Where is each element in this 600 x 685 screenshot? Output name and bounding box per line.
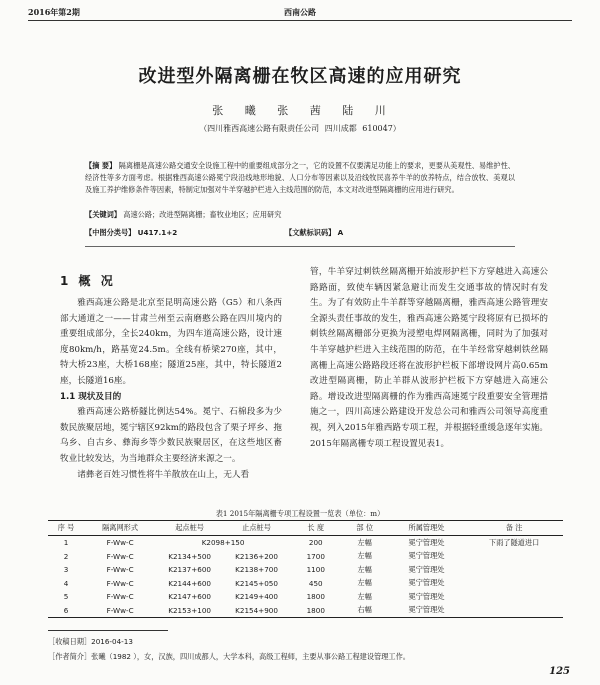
section-heading: 1 概 况 — [60, 274, 116, 288]
table-row — [48, 590, 563, 604]
paper-title: 改进型外隔离栅在牧区高速的应用研究 — [138, 66, 462, 87]
table-cell: F-Ww-C — [84, 604, 156, 618]
table-caption: 表1 2015年隔离栅专项工程设置一览表（单位：m） — [215, 509, 385, 518]
table-cell: 4 — [63, 578, 69, 588]
paragraph: 雅西高速公路是北京至昆明高速公路（G5）和八条西部大通道之一——甘肃兰州至云南磨憨公路在四川境内的重要组成部分，全长240km，为四车道高速公路，设计速度80km/h，路基宽24.5m。全线有桥梁270座，其中，特大桥23座，大桥168座；隧道25座，其中，特长隧道2座，长隧道16座。 — [60, 298, 282, 386]
abstract — [85, 160, 515, 196]
table-cell: K2136+200 — [235, 551, 278, 561]
doc-code-value: A — [337, 228, 344, 237]
table-cell: 200 — [308, 538, 323, 548]
data-table — [48, 520, 563, 618]
table-cell — [465, 590, 563, 604]
paragraph: 管，牛羊穿过刺铁丝隔离栅开始波形护栏下方穿越进入高速公路路面，致使车辆因紧急避让而发生交通事故的情况时有发生。为了有效防止牛羊群等穿越隔离栅，雅西高速公路管理安全源头责任事故的发生，雅西高速公路冕宁段将原有已损坏的刺铁丝隔离栅部分更换为浸塑电焊网隔离栅，同时为了加强对牛羊穿越护栏进入主线范围的防范，在牛羊经常穿越刺铁丝隔离栅上高速公路路段还将在波形护栏板下部增设网片高0.65m改进型隔离栅，防止羊群从波形护栏板下方穿越进入高速公路。增设改进型隔离栅的作为雅西高速冕宁段重要安全管理措施之一，四川高速公路建设开发总公司和雅西公司领导高度重视，列入2015年雅西路专项工程，并根据轻重缓急逐年实施。2015年隔离栅专项工程设置见表1。 — [310, 267, 548, 449]
table-cell: 冕宁管理处 — [408, 537, 445, 547]
column-header: 长 度 — [290, 521, 342, 536]
table-cell: 下雨了隧道进口 — [488, 537, 540, 547]
table-cell: 左幅 — [357, 564, 372, 574]
issue-label: 2016年第2期 — [28, 7, 80, 17]
table-cell: 左幅 — [357, 551, 372, 561]
table-cell — [465, 577, 563, 591]
table-cell: K2154+900 — [223, 604, 290, 618]
classification — [85, 228, 515, 238]
table-cell: K2144+600 — [168, 578, 211, 588]
table-row — [48, 604, 563, 618]
column-header: 起点桩号 — [156, 521, 223, 536]
table-cell: 冕宁管理处 — [388, 604, 465, 618]
column-header: 止点桩号 — [223, 521, 290, 536]
table-cell: K2138+700 — [235, 565, 278, 575]
table-cell: 1800 — [306, 592, 325, 602]
table-cell: 左幅 — [357, 537, 372, 547]
table-cell: K2149+400 — [235, 592, 278, 602]
abstract-label: 【摘 要】 — [85, 161, 117, 170]
column-header: 隔离网形式 — [84, 521, 156, 536]
table-cell: 冕宁管理处 — [408, 578, 445, 588]
table-cell — [465, 563, 563, 577]
table-cell: 450 — [308, 578, 323, 588]
table-cell: K2134+500 — [168, 551, 211, 561]
table-cell: K2147+600 — [168, 592, 211, 602]
table-cell: F-Ww-C — [106, 578, 134, 588]
table-cell: 冕宁管理处 — [408, 551, 445, 561]
table-cell: F-Ww-C — [106, 592, 134, 602]
footnote-author: ［作者简介］张曦（1982 ），女，汉族，四川成都人，大学本科，高级工程师，主要从事公路工程建设管理工作。 — [48, 652, 410, 661]
table-cell: K2145+050 — [235, 578, 278, 588]
column-header: 备 注 — [465, 521, 563, 536]
table-cell: 3 — [63, 565, 69, 575]
doc-code-label: 【文献标识码】 — [285, 228, 336, 237]
table-header-row — [48, 521, 563, 536]
subsection-heading: 1.1 现状及目的 — [60, 391, 122, 402]
header-rule — [28, 20, 572, 21]
table-cell: K2098+150 — [201, 538, 245, 548]
journal-name: 西南公路 — [284, 7, 316, 17]
table-cell — [465, 550, 563, 564]
left-column — [60, 296, 282, 483]
affiliation: （四川雅西高速公路有限责任公司 四川成都 610047） — [199, 124, 401, 133]
paragraph: 诸彝老百姓习惯性将牛羊散放在山上，无人看 — [77, 469, 250, 480]
table-cell: K2137+600 — [168, 565, 211, 575]
table-cell: F-Ww-C — [106, 538, 134, 548]
table-cell: 右幅 — [342, 604, 388, 618]
footnote-rule — [48, 630, 168, 631]
table-cell: 6 — [48, 604, 84, 618]
keywords-text: 高速公路；改进型隔离栅；畜牧业地区；应用研究 — [123, 210, 282, 219]
paragraph: 雅西高速公路桥隧比例达54%。冕宁、石棉段多为少数民族聚居地，冕宁辖区92km的路段包含了栗子坪乡、拖乌乡、自古乡、彝海乡等少数民族聚居区，在这些地区畜牧业比较发达，为当地群众主要经济来源之一。 — [60, 407, 282, 464]
right-column — [310, 265, 548, 452]
table-cell — [465, 604, 563, 618]
column-header: 序 号 — [48, 521, 84, 536]
running-header — [28, 5, 572, 19]
table-cell: 5 — [63, 592, 69, 602]
page-number: 125 — [549, 666, 570, 677]
clc-value: U417.1+2 — [137, 228, 178, 237]
column-header: 部 位 — [342, 521, 388, 536]
authors: 张 曦 张 茜 陆 川 — [212, 104, 388, 117]
table-cell: 1 — [63, 538, 69, 548]
abstract-rule — [85, 246, 515, 247]
abstract-text: 隔离栅是高速公路交通安全设施工程中的重要组成部分之一，它的设置不仅要满足功能上的要求，更要从美观性、易维护性、经济性等多方面考虑。根据雅西高速公路冕宁段沿线地形地貌、人口分布等因素以及沿线牧民喜养牛羊的放养特点，结合放牧、美观以及施工养护维修条件等因素，特制定加强对牛羊穿越护栏进入主线范围的防范，本文对改进型隔离栅的应用进行研究。 — [85, 161, 515, 194]
footnote-received: ［收稿日期］2016-04-13 — [48, 637, 133, 646]
table-cell: 1700 — [306, 551, 325, 561]
table-cell: 左幅 — [357, 591, 372, 601]
table-cell: 冕宁管理处 — [408, 564, 445, 574]
clc-label: 【中图分类号】 — [85, 228, 136, 237]
table-cell: 2 — [63, 551, 69, 561]
table-row — [48, 536, 563, 550]
table-cell: 冕宁管理处 — [408, 591, 445, 601]
doc-code — [285, 228, 343, 238]
table-cell: F-Ww-C — [106, 565, 134, 575]
keywords — [85, 210, 515, 220]
table-cell: K2153+100 — [156, 604, 223, 618]
table-cell: 左幅 — [357, 578, 372, 588]
column-header: 所属管理处 — [388, 521, 465, 536]
table-row — [48, 577, 563, 591]
table-cell: 1800 — [290, 604, 342, 618]
table-row — [48, 550, 563, 564]
table-row — [48, 563, 563, 577]
table-cell: 1100 — [306, 565, 325, 575]
keywords-label: 【关键词】 — [85, 210, 121, 219]
table-cell: F-Ww-C — [106, 551, 134, 561]
